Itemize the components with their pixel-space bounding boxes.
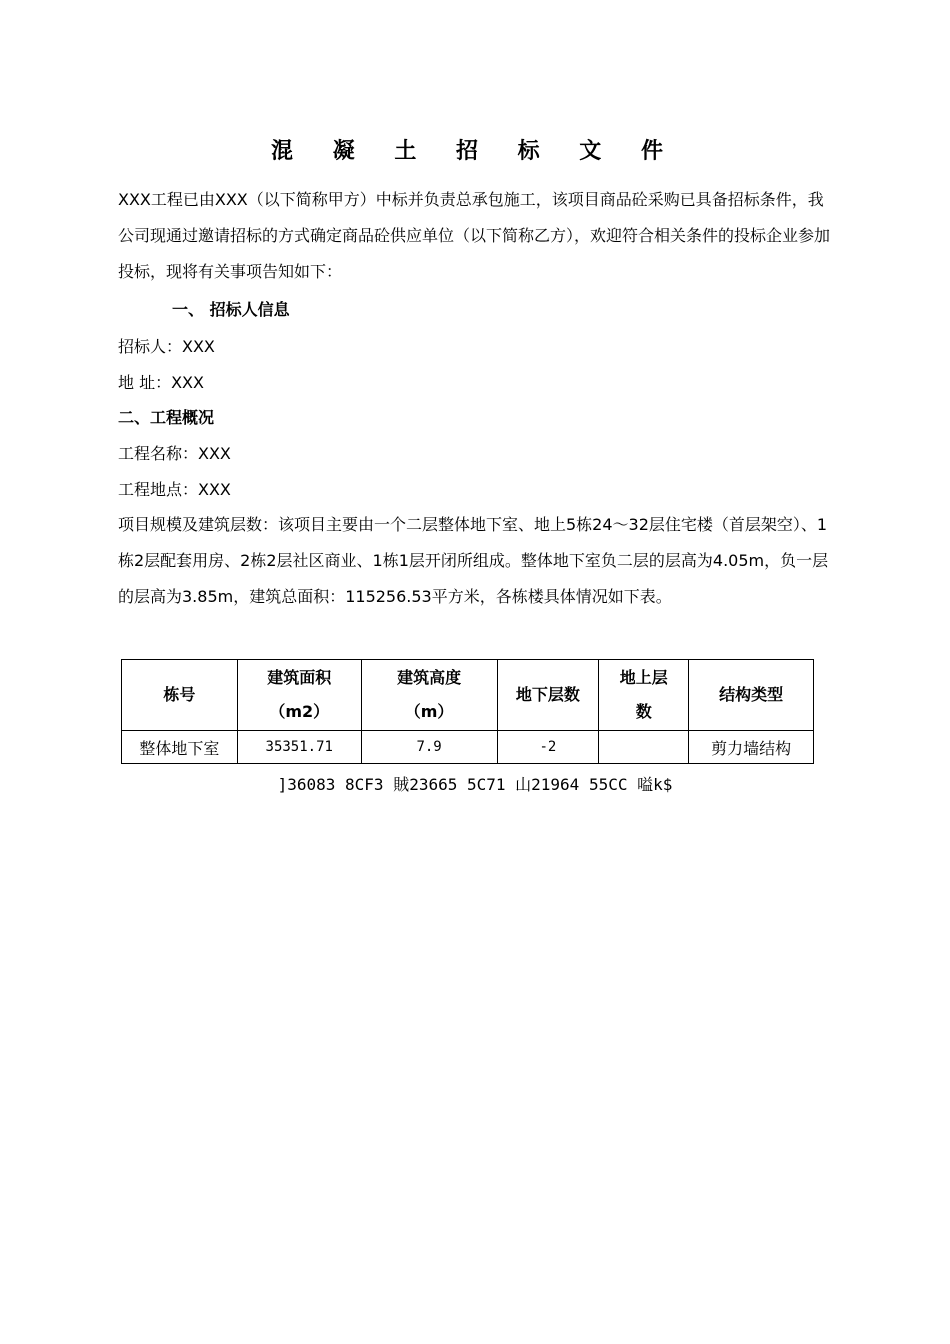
header-height xyxy=(361,660,497,731)
tenderer-line: 招标人：XXX xyxy=(118,337,215,356)
header-building: 栋号 xyxy=(122,660,238,731)
cell-below: -2 xyxy=(497,731,599,764)
cell-building: 整体地下室 xyxy=(122,731,238,764)
intro-paragraph: XXX工程已由XXX（以下简称甲方）中标并负责总承包施工，该项目商品砼采购已具备招标条件，我公司现通过邀请招标的方式确定商品砼供应单位（以下简称乙方），欢迎符合相关条件的投标企业参加投标，现将有关事项告知如下： xyxy=(118,190,831,281)
header-height-label: 建筑高度 xyxy=(397,668,462,687)
header-below: 地下层数 xyxy=(497,660,599,731)
table-row xyxy=(122,731,814,764)
garbled-footer-text: ]36083 8CF3 賊23665 5C71 山21964 55CC 嗌k$ xyxy=(277,775,673,794)
header-structure: 结构类型 xyxy=(689,660,814,731)
section1-heading: 一、 招标人信息 xyxy=(172,300,290,319)
header-above-line2: 数 xyxy=(635,702,652,721)
header-height-unit: （m） xyxy=(404,702,454,721)
header-area-unit: （m2） xyxy=(269,702,330,721)
cell-above xyxy=(599,731,689,764)
project-scale-paragraph: 项目规模及建筑层数：该项目主要由一个二层整体地下室、地上5栋24～32层住宅楼（首层架空）、1栋2层配套用房、2栋2层社区商业、1栋1层开闭所组成。整体地下室负二层的层高为4.05m，负一层的层高为3.85m，建筑总面积：115256.53平方米，各栋楼具体情况如下表。 xyxy=(118,515,829,606)
document-title: 混 凝 土 招 标 文 件 xyxy=(271,138,679,164)
header-above xyxy=(599,660,689,731)
header-above-line1: 地上层 xyxy=(619,668,668,687)
project-name-line: 工程名称：XXX xyxy=(118,444,231,463)
building-table xyxy=(121,659,814,764)
header-area xyxy=(237,660,361,731)
table-header-row xyxy=(122,660,814,731)
cell-height: 7.9 xyxy=(361,731,497,764)
address-line: 地 址：XXX xyxy=(118,373,204,392)
cell-structure: 剪力墙结构 xyxy=(689,731,814,764)
header-area-label: 建筑面积 xyxy=(267,668,332,687)
cell-area: 35351.71 xyxy=(237,731,361,764)
project-location-line: 工程地点：XXX xyxy=(118,480,231,499)
section2-heading: 二、工程概况 xyxy=(118,408,215,427)
